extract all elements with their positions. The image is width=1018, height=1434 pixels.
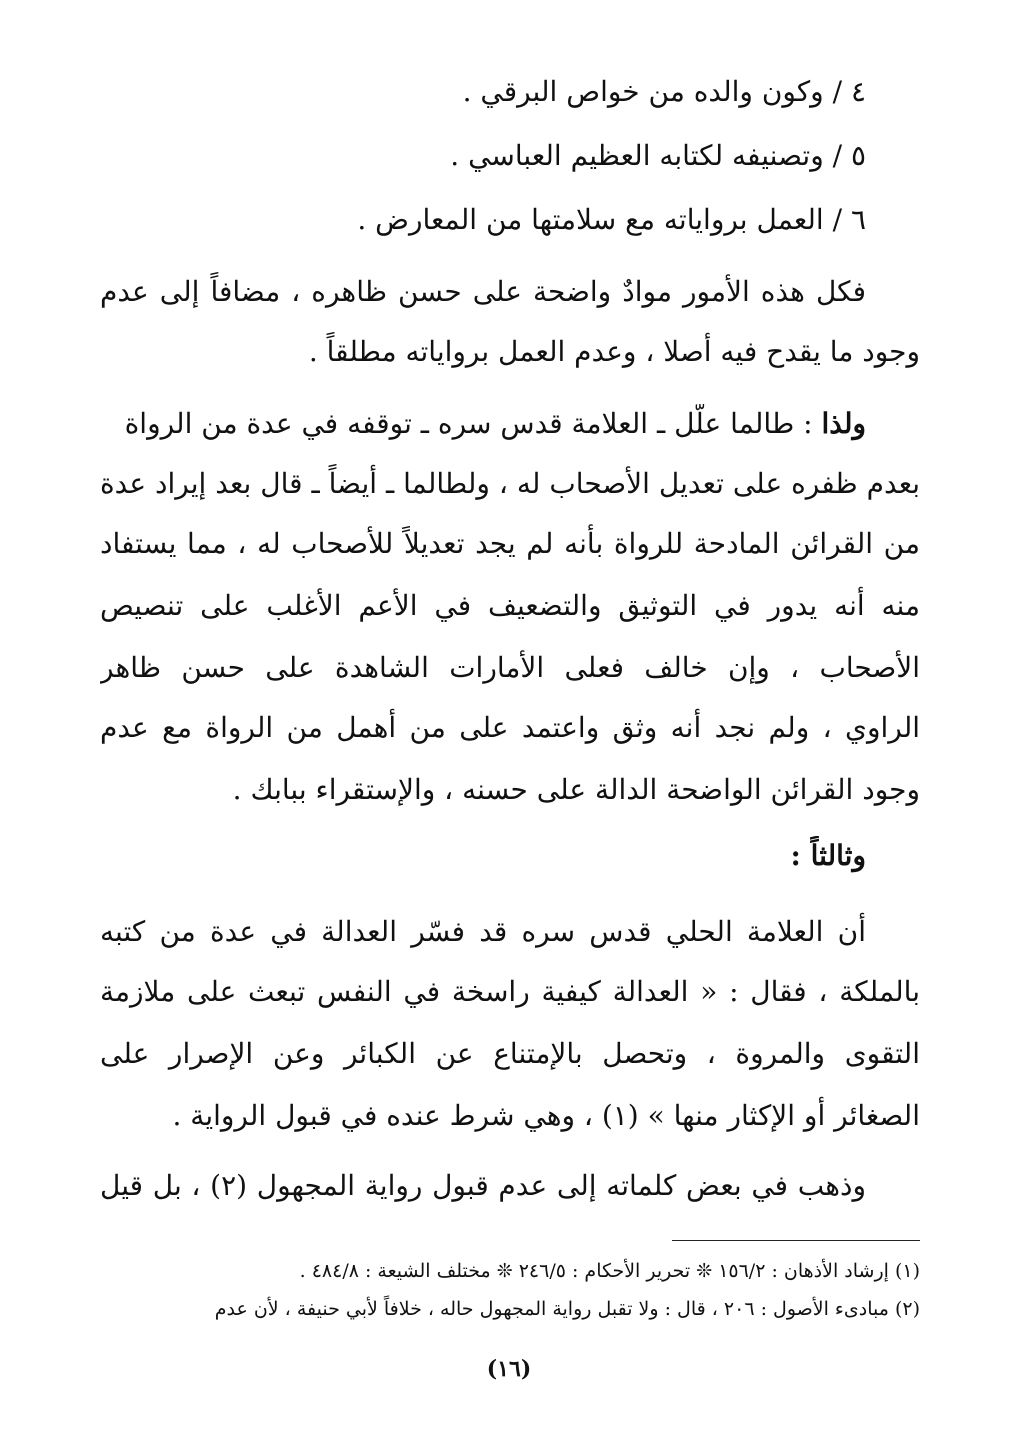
paragraph2-line-3: من القرائن المادحة للرواة بأنه لم يجد تعديلاً للأصحاب له ، مما يستفاد [100, 527, 920, 560]
paragraph4-line-1: وذهب في بعض كلماته إلى عدم قبول رواية المجهول (٢) ، بل قيل [100, 1169, 866, 1202]
paragraph1-line-2: وجود ما يقدح فيه أصلا ، وعدم العمل برواياته مطلقاً . [308, 335, 920, 368]
paragraph3-line-2: بالملكة ، فقال : « العدالة كيفية راسخة في النفس تبعث على ملازمة [100, 975, 920, 1008]
footnote-1: (١) إرشاد الأذهان : ١٥٦/٢ ❊ تحرير الأحكام : ٢٤٦/٥ ❊ مختلف الشيعة : ٤٨٤/٨ . [299, 1260, 920, 1282]
paragraph3-line-4: الصغائر أو الإكثار منها » (١) ، وهي شرط عنده في قبول الرواية . [172, 1099, 920, 1132]
paragraph2-line-5: الأصحاب ، وإن خالف فعلى الأمارات الشاهدة على حسن ظاهر [100, 651, 920, 684]
section-heading: وثالثاً : [790, 839, 866, 872]
list-item-5: ٥ / وتصنيفه لكتابه العظيم العباسي . [450, 139, 866, 172]
paragraph2-line-6: الراوي ، ولم نجد أنه وثق واعتمد على من أُهمل من الرواة مع عدم [100, 711, 920, 744]
paragraph2-first-rest: : طالما علّل ـ العلامة قدس سره ـ توقفه في عدة من الرواة [124, 407, 822, 440]
list-item-4: ٤ / وكون والده من خواص البرقي . [462, 75, 866, 108]
paragraph1-line-1: فكل هذه الأمور موادٌ واضحة على حسن ظاهره ، مضافاً إلى عدم [100, 275, 866, 308]
paragraph2-line-2: بعدم ظفره على تعديل الأصحاب له ، ولطالما ـ أيضاً ـ قال بعد إيراد عدة [100, 467, 920, 500]
paragraph2-lead: ولذا [821, 407, 866, 440]
footnote-2: (٢) مبادىء الأصول : ٢٠٦ ، قال : ولا تقبل رواية المجهول حاله ، خلافاً لأبي حنيفة ، لأن عدم [214, 1298, 920, 1320]
paragraph2-line-4: منه أنه يدور في التوثيق والتضعيف في الأعم الأغلب على تنصيص [100, 589, 920, 622]
list-item-6: ٦ / العمل برواياته مع سلامتها من المعارض . [357, 203, 866, 236]
footnote-separator [672, 1240, 920, 1241]
paragraph3-line-3: التقوى والمروة ، وتحصل بالإمتناع عن الكبائر وعن الإصرار على [100, 1037, 920, 1070]
paragraph2-line-1 [100, 404, 866, 444]
paragraph3-line-1: أن العلامة الحلي قدس سره قد فسّر العدالة في عدة من كتبه [100, 915, 866, 948]
paragraph2-line-7: وجود القرائن الواضحة الدالة على حسنه ، والإستقراء ببابك . [232, 773, 920, 806]
page-number: (١٦) [486, 1356, 532, 1382]
